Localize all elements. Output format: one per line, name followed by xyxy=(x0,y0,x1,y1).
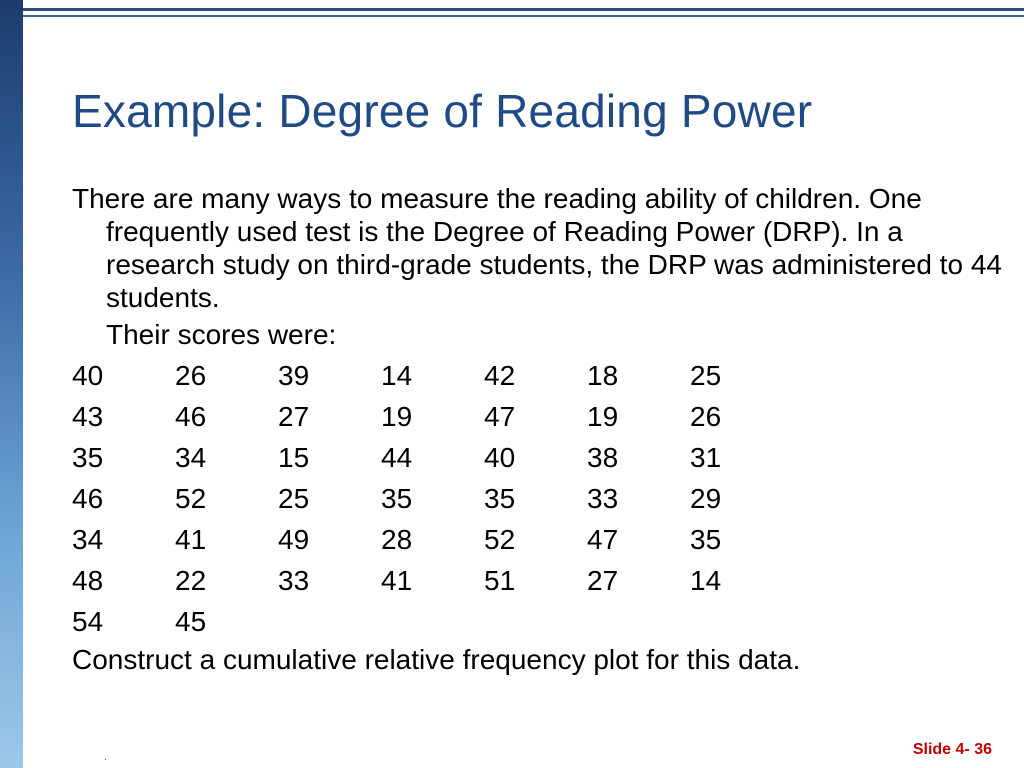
slide-number: Slide 4- 36 xyxy=(912,741,992,758)
score-cell: 15 xyxy=(278,442,310,473)
score-cell: 31 xyxy=(690,442,722,473)
score-cell: 26 xyxy=(690,401,722,432)
score-cell: 25 xyxy=(690,360,722,391)
score-cell: 39 xyxy=(278,360,310,391)
score-cell: 14 xyxy=(690,565,722,596)
score-cell: 35 xyxy=(484,483,516,514)
scores-row xyxy=(72,478,1002,519)
instruction-text: Construct a cumulative relative frequency plot for this data. xyxy=(72,644,801,675)
scores-row xyxy=(72,519,1002,560)
score-cell: 19 xyxy=(587,401,619,432)
score-cell: 27 xyxy=(587,565,619,596)
score-cell: 19 xyxy=(381,401,413,432)
score-cell: 35 xyxy=(72,442,104,473)
intro-paragraph: There are many ways to measure the reading ability of children. One frequently used test is the Degree of Reading Power (DRP). In a research study on third-grade students, the DRP was administered to 44 students. xyxy=(72,183,1002,313)
score-cell: 54 xyxy=(72,606,104,637)
score-cell: 47 xyxy=(587,524,619,555)
score-cell: 25 xyxy=(278,483,310,514)
score-cell: 46 xyxy=(72,483,104,514)
left-accent-bar xyxy=(0,0,23,768)
score-cell: 48 xyxy=(72,565,104,596)
score-cell: 45 xyxy=(175,606,207,637)
slide-body xyxy=(72,182,1002,678)
score-cell xyxy=(587,601,690,642)
score-cell: 28 xyxy=(381,524,413,555)
scores-row xyxy=(72,355,1002,396)
top-rule xyxy=(23,8,1024,11)
score-cell: 34 xyxy=(175,442,207,473)
score-cell: 51 xyxy=(484,565,516,596)
scores-row xyxy=(72,560,1002,601)
score-cell: 33 xyxy=(278,565,310,596)
footer-dot: . xyxy=(104,752,107,763)
slide-title: Example: Degree of Reading Power xyxy=(72,85,813,137)
score-cell xyxy=(381,601,484,642)
score-cell: 22 xyxy=(175,565,207,596)
scores-label: Their scores were: xyxy=(106,319,337,350)
score-cell: 29 xyxy=(690,483,722,514)
score-cell: 44 xyxy=(381,442,413,473)
score-cell: 40 xyxy=(484,442,516,473)
score-cell: 35 xyxy=(690,524,722,555)
score-cell: 43 xyxy=(72,401,104,432)
scores-row xyxy=(72,437,1002,478)
score-cell: 18 xyxy=(587,360,619,391)
score-cell xyxy=(484,601,587,642)
score-cell: 42 xyxy=(484,360,516,391)
score-cell: 41 xyxy=(381,565,413,596)
top-rule-secondary xyxy=(23,15,1024,17)
score-cell: 35 xyxy=(381,483,413,514)
scores-table xyxy=(72,355,1002,642)
score-cell: 40 xyxy=(72,360,104,391)
score-cell xyxy=(278,601,381,642)
score-cell: 47 xyxy=(484,401,516,432)
score-cell: 52 xyxy=(175,483,207,514)
score-cell: 26 xyxy=(175,360,207,391)
score-cell: 33 xyxy=(587,483,619,514)
score-cell: 46 xyxy=(175,401,207,432)
score-cell: 52 xyxy=(484,524,516,555)
score-cell: 14 xyxy=(381,360,413,391)
score-cell: 34 xyxy=(72,524,104,555)
score-cell: 41 xyxy=(175,524,207,555)
scores-row xyxy=(72,396,1002,437)
score-cell xyxy=(690,601,793,642)
score-cell: 49 xyxy=(278,524,310,555)
scores-row xyxy=(72,601,1002,642)
score-cell: 27 xyxy=(278,401,310,432)
score-cell: 38 xyxy=(587,442,619,473)
